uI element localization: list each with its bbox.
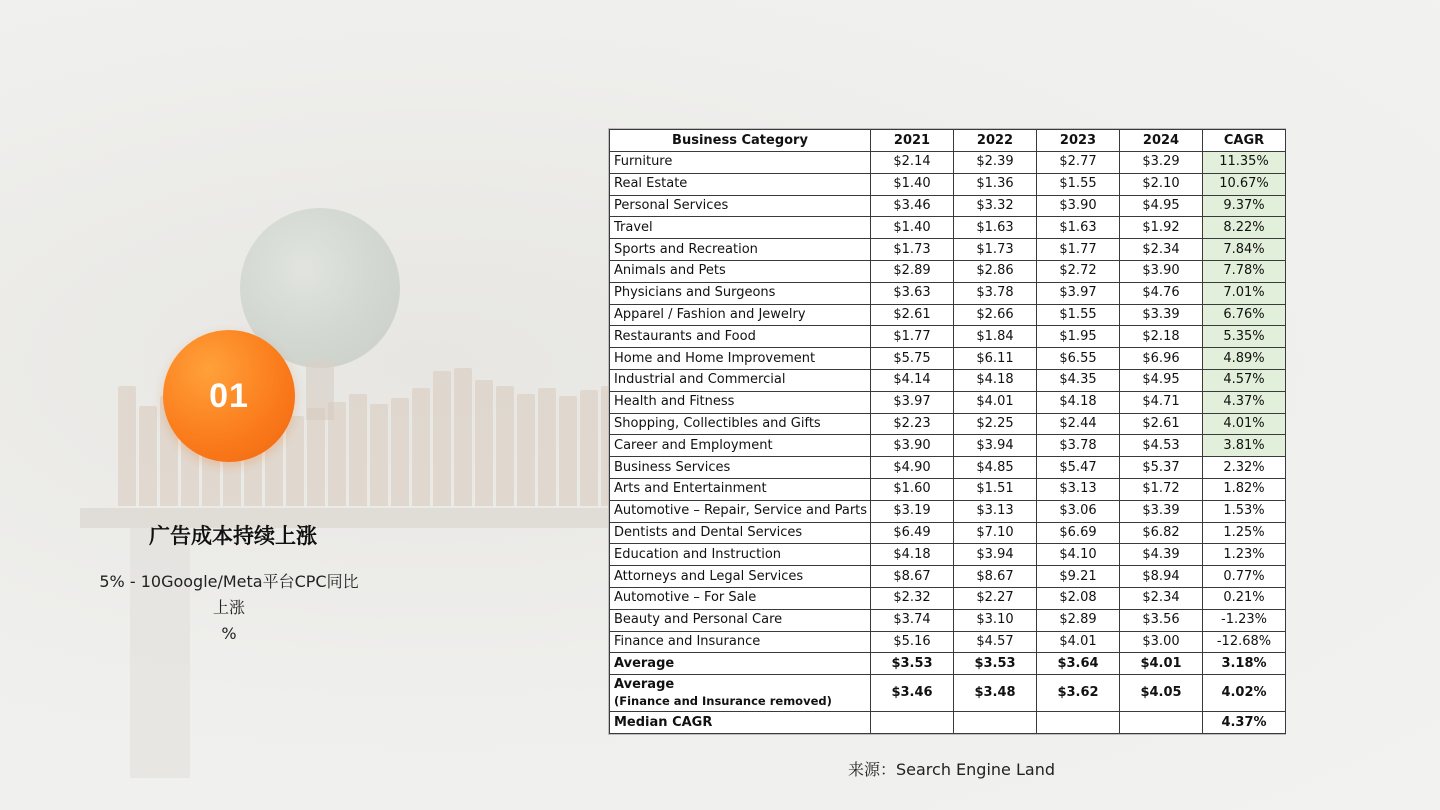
cagr-cell: -12.68% xyxy=(1203,631,1286,653)
section-number-badge xyxy=(163,330,295,462)
cpc-value-cell: $4.10 xyxy=(1037,544,1120,566)
category-cell: Automotive – For Sale xyxy=(610,587,871,609)
cpc-value-cell: $1.55 xyxy=(1037,304,1120,326)
cagr-cell: 0.21% xyxy=(1203,587,1286,609)
cpc-value-cell: $3.56 xyxy=(1120,609,1203,631)
cagr-cell: 4.37% xyxy=(1203,391,1286,413)
cpc-value-cell: $3.90 xyxy=(1120,260,1203,282)
cpc-value-cell: $1.73 xyxy=(871,239,954,261)
category-cell: Beauty and Personal Care xyxy=(610,609,871,631)
table-row xyxy=(610,435,1286,457)
median-empty-cell xyxy=(1037,712,1120,734)
median-row xyxy=(610,712,1286,734)
cpc-value-cell: $4.39 xyxy=(1120,544,1203,566)
average-adjusted-label xyxy=(610,675,871,712)
average-adjusted-note: (Finance and Insurance removed) xyxy=(614,694,832,709)
average-label: Average xyxy=(610,653,871,675)
cpc-value-cell: $3.94 xyxy=(954,544,1037,566)
cpc-value-cell: $3.32 xyxy=(954,195,1037,217)
table-row xyxy=(610,173,1286,195)
cpc-value-cell: $4.14 xyxy=(871,369,954,391)
average-2022: $3.53 xyxy=(954,653,1037,675)
cpc-value-cell: $3.19 xyxy=(871,500,954,522)
cpc-value-cell: $6.55 xyxy=(1037,348,1120,370)
average-adjusted-cagr: 4.02% xyxy=(1203,675,1286,712)
cpc-value-cell: $7.10 xyxy=(954,522,1037,544)
cpc-value-cell: $1.40 xyxy=(871,173,954,195)
category-cell: Travel xyxy=(610,217,871,239)
cagr-cell: 1.82% xyxy=(1203,478,1286,500)
category-cell: Shopping, Collectibles and Gifts xyxy=(610,413,871,435)
cagr-cell: 11.35% xyxy=(1203,152,1286,174)
cpc-value-cell: $4.95 xyxy=(1120,195,1203,217)
cpc-value-cell: $3.97 xyxy=(871,391,954,413)
cpc-value-cell: $3.63 xyxy=(871,282,954,304)
category-cell: Personal Services xyxy=(610,195,871,217)
cpc-value-cell: $5.75 xyxy=(871,348,954,370)
cpc-value-cell: $5.37 xyxy=(1120,457,1203,479)
cpc-value-cell: $3.46 xyxy=(871,195,954,217)
table-header-row xyxy=(610,130,1286,152)
table-row xyxy=(610,391,1286,413)
average-adjusted-title: Average xyxy=(614,677,675,693)
cagr-cell: 6.76% xyxy=(1203,304,1286,326)
table-row xyxy=(610,369,1286,391)
average-adjusted-2021: $3.46 xyxy=(871,675,954,712)
cagr-cell: 10.67% xyxy=(1203,173,1286,195)
cpc-value-cell: $6.49 xyxy=(871,522,954,544)
median-empty-cell xyxy=(954,712,1037,734)
category-cell: Physicians and Surgeons xyxy=(610,282,871,304)
cpc-value-cell: $4.18 xyxy=(871,544,954,566)
cagr-cell: 1.25% xyxy=(1203,522,1286,544)
cpc-value-cell: $2.61 xyxy=(1120,413,1203,435)
category-cell: Health and Fitness xyxy=(610,391,871,413)
cpc-value-cell: $8.67 xyxy=(954,566,1037,588)
average-adjusted-2024: $4.05 xyxy=(1120,675,1203,712)
category-cell: Sports and Recreation xyxy=(610,239,871,261)
cpc-value-cell: $2.10 xyxy=(1120,173,1203,195)
table-row xyxy=(610,195,1286,217)
cpc-value-cell: $4.95 xyxy=(1120,369,1203,391)
cpc-value-cell: $2.89 xyxy=(871,260,954,282)
table-row xyxy=(610,217,1286,239)
cpc-value-cell: $3.78 xyxy=(954,282,1037,304)
table-row xyxy=(610,260,1286,282)
table-row xyxy=(610,152,1286,174)
cagr-cell: 7.84% xyxy=(1203,239,1286,261)
cpc-value-cell: $3.90 xyxy=(1037,195,1120,217)
category-cell: Attorneys and Legal Services xyxy=(610,566,871,588)
cpc-value-cell: $9.21 xyxy=(1037,566,1120,588)
cagr-cell: 5.35% xyxy=(1203,326,1286,348)
median-empty-cell xyxy=(871,712,954,734)
cpc-value-cell: $1.84 xyxy=(954,326,1037,348)
cpc-value-cell: $3.06 xyxy=(1037,500,1120,522)
cpc-value-cell: $3.29 xyxy=(1120,152,1203,174)
average-2024: $4.01 xyxy=(1120,653,1203,675)
cpc-value-cell: $2.86 xyxy=(954,260,1037,282)
cpc-value-cell: $5.47 xyxy=(1037,457,1120,479)
table-row xyxy=(610,544,1286,566)
cpc-table xyxy=(609,129,1286,734)
cpc-value-cell: $3.78 xyxy=(1037,435,1120,457)
category-cell: Apparel / Fashion and Jewelry xyxy=(610,304,871,326)
category-cell: Finance and Insurance xyxy=(610,631,871,653)
cpc-value-cell: $2.34 xyxy=(1120,239,1203,261)
cagr-cell: 1.53% xyxy=(1203,500,1286,522)
cpc-value-cell: $4.90 xyxy=(871,457,954,479)
table-row xyxy=(610,631,1286,653)
cpc-value-cell: $1.72 xyxy=(1120,478,1203,500)
source-caption: 来源：Search Engine Land xyxy=(848,760,1055,779)
cagr-cell: -1.23% xyxy=(1203,609,1286,631)
cpc-table-image xyxy=(609,129,1285,734)
cagr-cell: 4.57% xyxy=(1203,369,1286,391)
shelf-leg-image xyxy=(130,528,190,778)
cagr-cell: 0.77% xyxy=(1203,566,1286,588)
table-body xyxy=(610,152,1286,653)
table-row xyxy=(610,304,1286,326)
cpc-value-cell: $1.51 xyxy=(954,478,1037,500)
cpc-value-cell: $4.18 xyxy=(1037,391,1120,413)
description-line-1: 5% - 10Google/Meta平台CPC同比 xyxy=(99,572,359,591)
cpc-value-cell: $2.89 xyxy=(1037,609,1120,631)
cpc-value-cell: $1.55 xyxy=(1037,173,1120,195)
cpc-value-cell: $3.13 xyxy=(954,500,1037,522)
cpc-value-cell: $2.32 xyxy=(871,587,954,609)
cpc-value-cell: $4.53 xyxy=(1120,435,1203,457)
cpc-value-cell: $6.82 xyxy=(1120,522,1203,544)
category-cell: Furniture xyxy=(610,152,871,174)
cpc-value-cell: $3.90 xyxy=(871,435,954,457)
category-cell: Automotive – Repair, Service and Parts xyxy=(610,500,871,522)
median-label: Median CAGR xyxy=(610,712,871,734)
table-row xyxy=(610,457,1286,479)
section-description xyxy=(84,569,374,647)
cagr-cell: 3.81% xyxy=(1203,435,1286,457)
category-cell: Animals and Pets xyxy=(610,260,871,282)
cpc-value-cell: $3.74 xyxy=(871,609,954,631)
category-cell: Career and Employment xyxy=(610,435,871,457)
table-row xyxy=(610,609,1286,631)
median-cagr: 4.37% xyxy=(1203,712,1286,734)
cagr-cell: 2.32% xyxy=(1203,457,1286,479)
header-business-category: Business Category xyxy=(610,130,871,152)
cpc-value-cell: $2.08 xyxy=(1037,587,1120,609)
average-adjusted-2023: $3.62 xyxy=(1037,675,1120,712)
table-row xyxy=(610,282,1286,304)
cagr-cell: 7.01% xyxy=(1203,282,1286,304)
table-row xyxy=(610,522,1286,544)
table-row xyxy=(610,413,1286,435)
cpc-value-cell: $5.16 xyxy=(871,631,954,653)
cpc-value-cell: $3.97 xyxy=(1037,282,1120,304)
cpc-value-cell: $6.11 xyxy=(954,348,1037,370)
cpc-value-cell: $1.63 xyxy=(1037,217,1120,239)
category-cell: Business Services xyxy=(610,457,871,479)
cagr-cell: 8.22% xyxy=(1203,217,1286,239)
cpc-value-cell: $3.10 xyxy=(954,609,1037,631)
description-line-3: % xyxy=(221,624,237,643)
cpc-value-cell: $2.23 xyxy=(871,413,954,435)
cpc-value-cell: $2.72 xyxy=(1037,260,1120,282)
table-row xyxy=(610,348,1286,370)
cpc-value-cell: $3.13 xyxy=(1037,478,1120,500)
cpc-value-cell: $1.95 xyxy=(1037,326,1120,348)
cpc-value-cell: $1.40 xyxy=(871,217,954,239)
cpc-value-cell: $8.94 xyxy=(1120,566,1203,588)
cpc-value-cell: $1.77 xyxy=(871,326,954,348)
cpc-value-cell: $3.39 xyxy=(1120,500,1203,522)
cagr-cell: 4.01% xyxy=(1203,413,1286,435)
cpc-value-cell: $1.73 xyxy=(954,239,1037,261)
cpc-value-cell: $1.63 xyxy=(954,217,1037,239)
average-2023: $3.64 xyxy=(1037,653,1120,675)
cpc-value-cell: $4.35 xyxy=(1037,369,1120,391)
header-2024: 2024 xyxy=(1120,130,1203,152)
cpc-value-cell: $2.61 xyxy=(871,304,954,326)
cpc-value-cell: $4.85 xyxy=(954,457,1037,479)
cpc-value-cell: $1.77 xyxy=(1037,239,1120,261)
cpc-value-cell: $4.71 xyxy=(1120,391,1203,413)
cpc-value-cell: $4.76 xyxy=(1120,282,1203,304)
header-2022: 2022 xyxy=(954,130,1037,152)
category-cell: Dentists and Dental Services xyxy=(610,522,871,544)
header-2021: 2021 xyxy=(871,130,954,152)
table-row xyxy=(610,239,1286,261)
cpc-value-cell: $4.57 xyxy=(954,631,1037,653)
category-cell: Restaurants and Food xyxy=(610,326,871,348)
cpc-value-cell: $8.67 xyxy=(871,566,954,588)
cpc-value-cell: $3.00 xyxy=(1120,631,1203,653)
cpc-value-cell: $6.96 xyxy=(1120,348,1203,370)
cpc-value-cell: $2.18 xyxy=(1120,326,1203,348)
cpc-value-cell: $3.39 xyxy=(1120,304,1203,326)
table-row xyxy=(610,478,1286,500)
cpc-value-cell: $4.01 xyxy=(1037,631,1120,653)
cagr-cell: 9.37% xyxy=(1203,195,1286,217)
cpc-value-cell: $2.44 xyxy=(1037,413,1120,435)
header-cagr: CAGR xyxy=(1203,130,1286,152)
cagr-cell: 7.78% xyxy=(1203,260,1286,282)
header-2023: 2023 xyxy=(1037,130,1120,152)
cpc-value-cell: $3.94 xyxy=(954,435,1037,457)
table-row xyxy=(610,326,1286,348)
average-adjusted-2022: $3.48 xyxy=(954,675,1037,712)
cpc-value-cell: $2.66 xyxy=(954,304,1037,326)
category-cell: Education and Instruction xyxy=(610,544,871,566)
cpc-value-cell: $2.39 xyxy=(954,152,1037,174)
description-line-2: 上涨 xyxy=(212,598,245,617)
cagr-cell: 4.89% xyxy=(1203,348,1286,370)
average-adjusted-row xyxy=(610,675,1286,712)
badge-number: 01 xyxy=(209,376,249,415)
cagr-cell: 1.23% xyxy=(1203,544,1286,566)
cpc-value-cell: $2.27 xyxy=(954,587,1037,609)
average-row xyxy=(610,653,1286,675)
cpc-value-cell: $2.25 xyxy=(954,413,1037,435)
table-row xyxy=(610,566,1286,588)
cpc-value-cell: $1.60 xyxy=(871,478,954,500)
category-cell: Industrial and Commercial xyxy=(610,369,871,391)
cpc-value-cell: $4.01 xyxy=(954,391,1037,413)
category-cell: Home and Home Improvement xyxy=(610,348,871,370)
cpc-value-cell: $2.77 xyxy=(1037,152,1120,174)
section-heading: 广告成本持续上涨 xyxy=(149,524,317,548)
cpc-value-cell: $1.92 xyxy=(1120,217,1203,239)
cpc-value-cell: $2.14 xyxy=(871,152,954,174)
average-cagr: 3.18% xyxy=(1203,653,1286,675)
cpc-value-cell: $4.18 xyxy=(954,369,1037,391)
median-empty-cell xyxy=(1120,712,1203,734)
category-cell: Real Estate xyxy=(610,173,871,195)
cpc-value-cell: $2.34 xyxy=(1120,587,1203,609)
average-2021: $3.53 xyxy=(871,653,954,675)
cpc-value-cell: $6.69 xyxy=(1037,522,1120,544)
cpc-value-cell: $1.36 xyxy=(954,173,1037,195)
table-row xyxy=(610,500,1286,522)
table-row xyxy=(610,587,1286,609)
category-cell: Arts and Entertainment xyxy=(610,478,871,500)
